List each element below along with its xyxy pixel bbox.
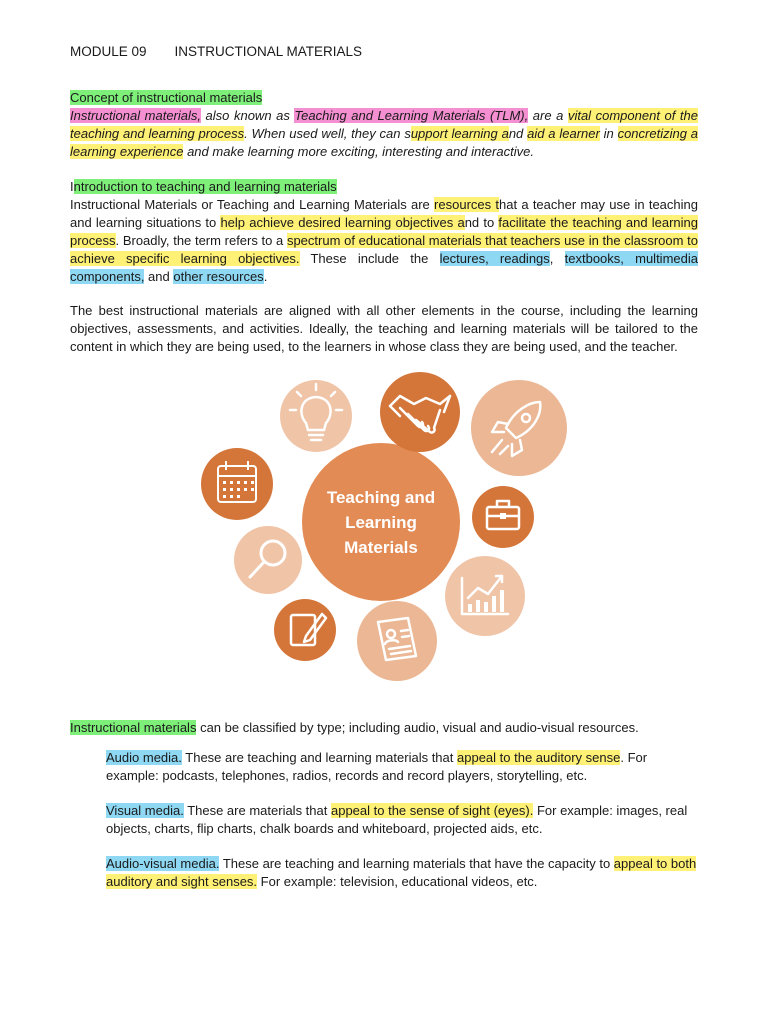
magnifier-icon <box>234 526 302 594</box>
resume-document-icon <box>357 601 437 681</box>
audio-visual-media-item: Audio-visual media. These are teaching and learning materials that have the capacity to appeal to both auditory and sight senses. For example: television, educational videos, etc. <box>106 856 697 889</box>
module-number: MODULE 09 <box>70 44 147 59</box>
audio-media-label: Audio media. <box>106 750 182 765</box>
module-title <box>70 43 698 61</box>
audio-media-item: Audio media. These are teaching and learning materials that appeal to the auditory sense. For example: podcasts, telephones, radios, records and record players, storytelling, etc. <box>106 750 648 783</box>
center-label-line-1: Teaching and <box>326 488 436 507</box>
pencil-paper-icon <box>274 599 336 661</box>
concept-heading: Concept of instructional materials <box>70 90 263 105</box>
calendar-icon <box>201 448 273 520</box>
intro-paragraph: Instructional Materials or Teaching and Learning Materials are resources that a teacher may use in teaching and learning situations to help achieve desired learning objectives and to facilitate the teaching and learning process. Broadly, the term refers to a spectrum of educational materials that teachers use in the classroom to achieve specific learning objectives. These include the lectures, readings, textbooks, multimedia components, and other resources. <box>70 197 698 284</box>
center-label-line-3: Materials <box>344 538 418 557</box>
audio-visual-media-label: Audio-visual media. <box>106 856 220 871</box>
rocket-icon <box>471 380 567 476</box>
lightbulb-icon <box>280 380 352 452</box>
module-topic: INSTRUCTIONAL MATERIALS <box>174 44 363 59</box>
visual-media-item: Visual media. These are materials that appeal to the sense of sight (eyes). For example: images, real objects, charts, flip charts, chalk boards and whiteboard, projected aids, etc. <box>106 803 688 836</box>
visual-media-label: Visual media. <box>106 803 184 818</box>
handshake-icon <box>380 372 460 452</box>
alignment-paragraph: The best instructional materials are aligned with all other elements in the course, including the learning objectives, assessments, and activities. Ideally, the teaching and learning materials will be tailored to the content in which they are being used, to the learners in whose class they are being used, and the teacher. <box>70 303 698 354</box>
concept-paragraph: Instructional materials, also known as Teaching and Learning Materials (TLM), are a vital component of the teaching and learning process. When used well, they can support learning and aid a learner in concretizing a learning experience and make learning more exciting, interesting and interactive. <box>70 108 698 159</box>
intro-heading: Introduction to teaching and learning materials <box>70 179 337 194</box>
classification-line: Instructional materials can be classified by type; including audio, visual and audio-visual resources. <box>70 720 639 735</box>
briefcase-icon <box>472 486 534 548</box>
center-circle <box>302 443 460 601</box>
center-label-line-2: Learning <box>345 513 417 532</box>
tlm-diagram <box>190 372 590 684</box>
growth-chart-icon <box>445 556 525 636</box>
